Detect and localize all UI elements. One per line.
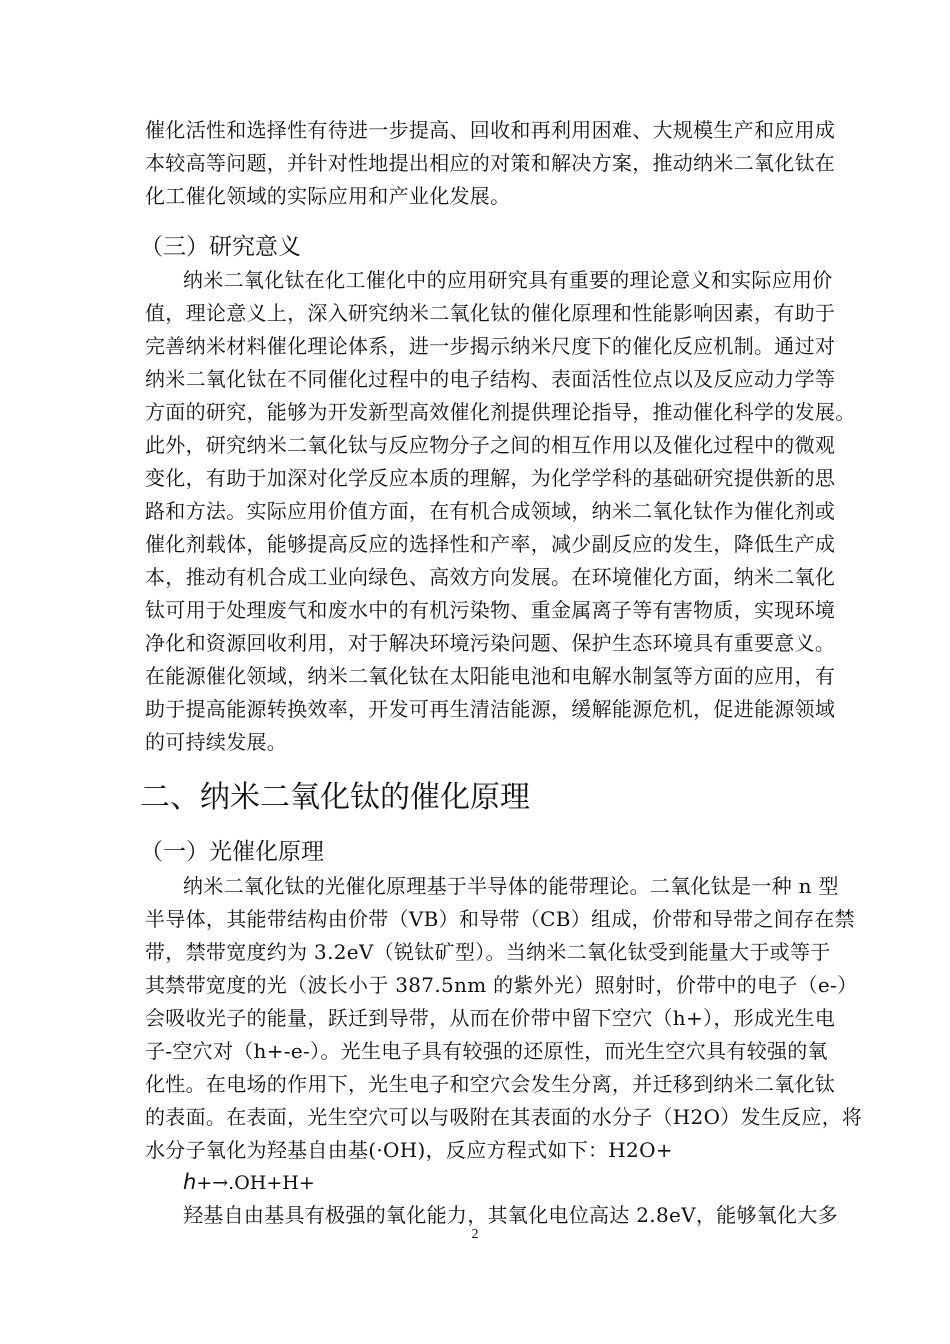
section-heading: （一）光催化原理 [140,839,324,865]
paragraph-line: 催化活性和选择性有待进一步提高、回收和再利用困难、大规模生产和应用成 [145,118,836,142]
paragraph-line: 水分子氧化为羟基自由基(·OH)，反应方程式如下：H2O+ [145,1138,673,1162]
paragraph-line: 本较高等问题，并针对性地提出相应的对策和解决方案，推动纳米二氧化钛在 [145,151,836,175]
paragraph-line: 路和方法。实际应用价值方面，在有机合成领域，纳米二氧化钛作为催化剂或 [145,499,836,523]
paragraph-line: 助于提高能源转换效率，开发可再生清洁能源，缓解能源危机，促进能源领域 [145,697,836,721]
paragraph-line: 纳米二氧化钛在化工催化中的应用研究具有重要的理论意义和实际应用价 [183,268,833,292]
paragraph-line: 其禁带宽度的光（波长小于 387.5nm 的紫外光）照射时，价带中的电子（e-） [145,973,858,997]
reaction-equation [183,1170,315,1194]
paragraph-line: 纳米二氧化钛在不同催化过程中的电子结构、表面活性位点以及反应动力学等 [145,367,836,391]
paragraph-line: 带，禁带宽度约为 3.2eV（锐钛矿型）。当纳米二氧化钛受到能量大于或等于 [145,940,831,964]
formula-rest: +→.OH+H+ [196,1172,315,1194]
paragraph-line: 完善纳米材料催化理论体系，进一步揭示纳米尺度下的催化反应机制。通过对 [145,334,836,358]
paragraph-line: 值，理论意义上，深入研究纳米二氧化钛的催化原理和性能影响因素，有助于 [145,301,836,325]
paragraph-line: 子-空穴对（h+-e-）。光生电子具有较强的还原性，而光生空穴具有较强的氧 [145,1039,828,1063]
section-heading: （三）研究意义 [140,234,301,260]
paragraph-line: 羟基自由基具有极强的氧化能力，其氧化电位高达 2.8eV，能够氧化大多 [183,1203,838,1227]
paragraph-line: 半导体，其能带结构由价带（VB）和导带（CB）组成，价带和导带之间存在禁 [145,907,855,931]
paragraph-line: 变化，有助于加深对化学反应本质的理解，为化学学科的基础研究提供新的思 [145,466,836,490]
chapter-heading: 二、纳米二氧化钛的催化原理 [140,780,530,815]
paragraph-line: 会吸收光子的能量，跃迁到导带，从而在价带中留下空穴（h+），形成光生电 [145,1006,836,1030]
formula-italic-h: h [183,1170,197,1194]
page-number: 2 [471,1227,479,1242]
paragraph-line: 纳米二氧化钛的光催化原理基于半导体的能带理论。二氧化钛是一种 n 型 [183,874,839,898]
paragraph-line: 钛可用于处理废气和废水中的有机污染物、重金属离子等有害物质，实现环境 [145,598,836,622]
paragraph-line: 催化剂载体，能够提高反应的选择性和产率，减少副反应的发生，降低生产成 [145,532,836,556]
paragraph-line: 净化和资源回收利用，对于解决环境污染问题、保护生态环境具有重要意义。 [145,631,836,655]
paragraph-line: 化工催化领域的实际应用和产业化发展。 [145,184,511,208]
paragraph-line: 化性。在电场的作用下，光生电子和空穴会发生分离，并迁移到纳米二氧化钛 [145,1072,836,1096]
paragraph-line: 此外，研究纳米二氧化钛与反应物分子之间的相互作用以及催化过程中的微观 [145,433,836,457]
paragraph-line: 方面的研究，能够为开发新型高效催化剂提供理论指导，推动催化科学的发展。 [145,400,856,424]
paragraph-line: 的表面。在表面，光生空穴可以与吸附在其表面的水分子（H2O）发生反应，将 [145,1105,863,1129]
paragraph-line: 在能源催化领域，纳米二氧化钛在太阳能电池和电解水制氢等方面的应用，有 [145,664,836,688]
paragraph-line: 本，推动有机合成工业向绿色、高效方向发展。在环境催化方面，纳米二氧化 [145,565,836,589]
paragraph-line: 的可持续发展。 [145,730,288,754]
